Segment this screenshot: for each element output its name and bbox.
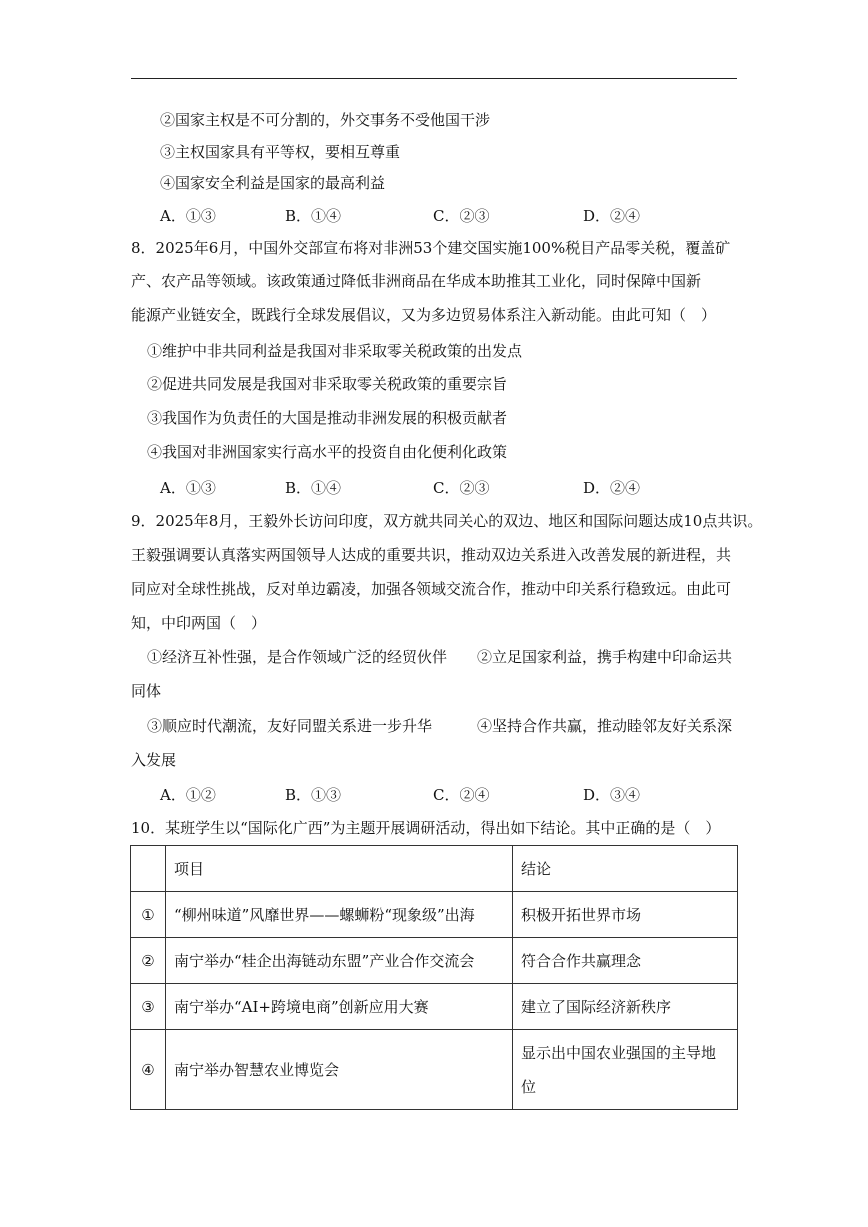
q9-items-line-2: 同体 xyxy=(131,682,162,700)
row-number: ② xyxy=(131,938,166,984)
q7-option-a[interactable]: A．①③ xyxy=(160,207,216,225)
q7-option-d[interactable]: D．②④ xyxy=(583,207,641,225)
row-project: 南宁举办“桂企出海链动东盟”产业合作交流会 xyxy=(166,938,513,984)
q8-item-2: ②促进共同发展是我国对非采取零关税政策的重要宗旨 xyxy=(147,375,508,393)
q7-item-4: ④国家安全利益是国家的最高利益 xyxy=(160,174,386,192)
q9-option-d[interactable]: D．③④ xyxy=(583,786,641,804)
table-header-project: 项目 xyxy=(166,846,513,892)
q9-option-a[interactable]: A．①② xyxy=(160,786,216,804)
q9-option-b[interactable]: B．①③ xyxy=(285,786,342,804)
row-conclusion: 积极开拓世界市场 xyxy=(513,892,738,938)
q8-option-b[interactable]: B．①④ xyxy=(285,479,342,497)
q8-option-d[interactable]: D．②④ xyxy=(583,479,641,497)
q8-item-1: ①维护中非共同利益是我国对非采取零关税政策的出发点 xyxy=(147,342,523,360)
row-project: 南宁举办智慧农业博览会 xyxy=(166,1030,513,1110)
q7-item-2: ②国家主权是不可分割的，外交事务不受他国干涉 xyxy=(160,111,491,129)
q9-option-c[interactable]: C．②④ xyxy=(433,786,490,804)
q8-option-a[interactable]: A．①③ xyxy=(160,479,216,497)
row-number: ③ xyxy=(131,984,166,1030)
row-conclusion: 显示出中国农业强国的主导地位 xyxy=(513,1030,738,1110)
table-row xyxy=(131,984,738,1030)
row-conclusion: 符合合作共赢理念 xyxy=(513,938,738,984)
q9-items-line-4: 入发展 xyxy=(131,751,177,769)
row-conclusion: 建立了国际经济新秩序 xyxy=(513,984,738,1030)
q9-stem-line-3: 同应对全球性挑战，反对单边霸凌，加强各领域交流合作，推动中印关系行稳致远。由此可 xyxy=(131,580,732,598)
q8-item-3: ③我国作为负责任的大国是推动非洲发展的积极贡献者 xyxy=(147,409,508,427)
q9-stem-line-4: 知，中印两国（ ） xyxy=(131,614,267,632)
table-header-num xyxy=(131,846,166,892)
row-number: ① xyxy=(131,892,166,938)
q10-stem: 10．某班学生以“国际化广西”为主题开展调研活动，得出如下结论。其中正确的是（ ） xyxy=(131,819,721,837)
q10-table xyxy=(130,845,738,1110)
q9-items-line-3: ③顺应时代潮流，友好同盟关系进一步升华 ④坚持合作共赢，推动睦邻友好关系深 xyxy=(147,717,733,735)
q8-stem-line-2: 产、农产品等领域。该政策通过降低非洲商品在华成本助推其工业化，同时保障中国新 xyxy=(131,272,702,290)
table-row xyxy=(131,938,738,984)
q9-options xyxy=(160,784,720,804)
table-header-row xyxy=(131,846,738,892)
q9-stem-line-1: 9．2025年8月，王毅外长访问印度，双方就共同关心的双边、地区和国际问题达成10点共识。 xyxy=(131,512,763,530)
q8-options xyxy=(160,477,720,497)
q8-stem-line-3: 能源产业链安全，既践行全球发展倡议，又为多边贸易体系注入新动能。由此可知（ ） xyxy=(131,306,717,324)
q8-item-4: ④我国对非洲国家实行高水平的投资自由化便利化政策 xyxy=(147,443,508,461)
q9-stem-line-2: 王毅强调要认真落实两国领导人达成的重要共识，推动双边关系进入改善发展的新进程，共 xyxy=(131,546,732,564)
table-row xyxy=(131,892,738,938)
q7-option-c[interactable]: C．②③ xyxy=(433,207,490,225)
table-row xyxy=(131,1030,738,1110)
q8-stem-line-1: 8．2025年6月，中国外交部宣布将对非洲53个建交国实施100%税目产品零关税，覆盖矿 xyxy=(131,239,731,257)
q9-items-line-1: ①经济互补性强，是合作领域广泛的经贸伙伴 ②立足国家利益，携手构建中印命运共 xyxy=(147,648,733,666)
row-number: ④ xyxy=(131,1030,166,1110)
row-project: “柳州味道”风靡世界——螺蛳粉“现象级”出海 xyxy=(166,892,513,938)
row-project: 南宁举办“AI+跨境电商”创新应用大赛 xyxy=(166,984,513,1030)
q7-option-b[interactable]: B．①④ xyxy=(285,207,342,225)
header-rule xyxy=(131,78,737,79)
q7-options xyxy=(160,205,720,225)
q8-option-c[interactable]: C．②③ xyxy=(433,479,490,497)
q7-item-3: ③主权国家具有平等权，要相互尊重 xyxy=(160,143,401,161)
table-header-conclusion: 结论 xyxy=(513,846,738,892)
